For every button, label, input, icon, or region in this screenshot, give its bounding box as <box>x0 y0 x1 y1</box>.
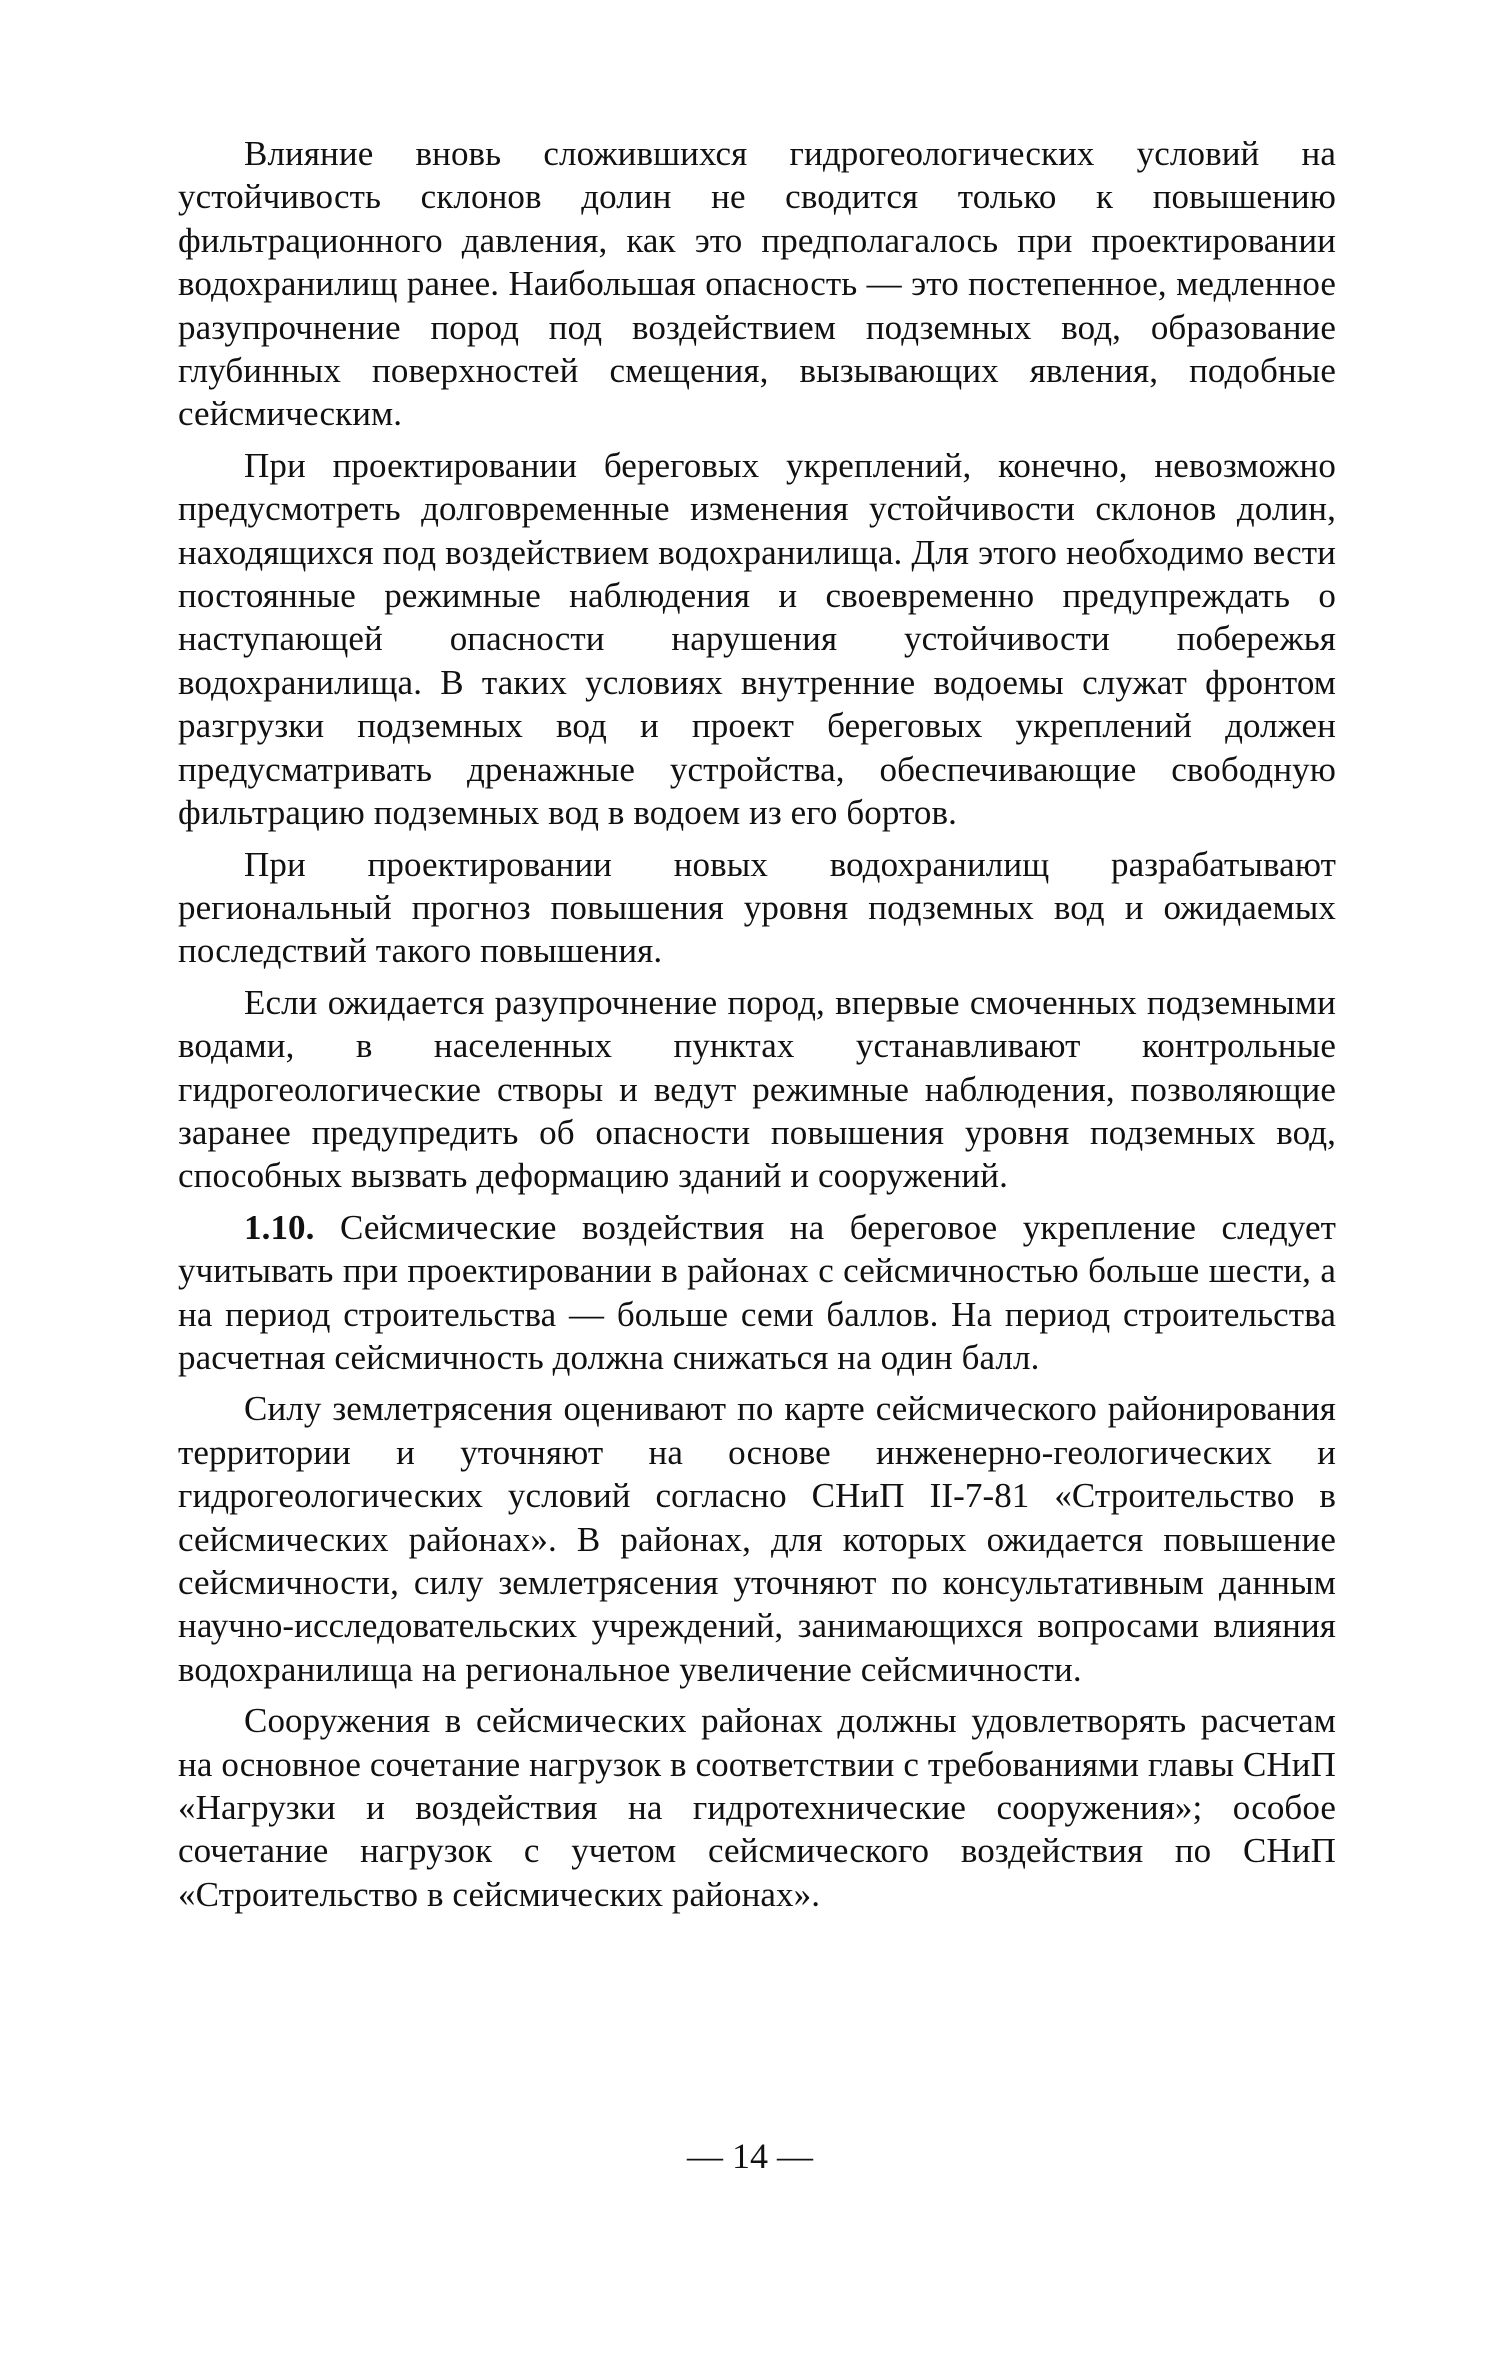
paragraph-monitoring: Если ожидается разупрочнение пород, впервые смоченных подземными водами, в населенных пунктах устанавливают контрольные гидрогеологические створы и ведут режимные наблюдения, позволяющие заранее предупредить об опасности повышения уровня подземных вод, способных вызвать деформацию зданий и сооружений. <box>178 982 1336 1196</box>
section-number: 1.10. <box>244 1207 315 1247</box>
section-1-10 <box>178 1206 1336 1380</box>
paragraph-seismic-structures: Сооружения в сейсмических районах должны удовлетворять расчетам на основное сочетание нагрузок в соответствии с требованиями главы СНиП «Нагрузки и воздействия на гидротехнические сооружения»; особое сочетание нагрузок с учетом сейсмического воздействия по СНиП «Строительство в сейсмических районах». <box>178 1701 1336 1914</box>
paragraph-regional-forecast: При проектировании новых водохранилищ разрабатывают региональный прогноз повышения уровня подземных вод и ожидаемых последствий такого повышения. <box>178 844 1336 971</box>
paragraph-bank-protection: При проектировании береговых укреплений, конечно, невозможно предусмотреть долговременные изменения устойчивости склонов долин, находящихся под воздействием водохранилища. Для этого необходимо вести постоянные режимные наблюдения и своевременно предупреждать о наступающей опасности нарушения устойчивости побережья водохранилища. В таких условиях внутренние водоемы служат фронтом разгрузки подземных вод и проект береговых укреплений должен предусматривать дренажные устройства, обеспечивающие свободную фильтрацию подземных вод в водоем из его бортов. <box>178 445 1336 833</box>
paragraph-groundwater-influence: Влияние вновь сложившихся гидрогеологических условий на устойчивость склонов долин не сводится только к повышению фильтрационного давления, как это предполагалось при проектировании водохранилищ ранее. Наибольшая опасность — это постепенное, медленное разупрочнение пород под воздействием подземных вод, образование глубинных поверхностей смещения, вызывающих явления, подобные сейсмическим. <box>178 134 1336 434</box>
page-number: — 14 — <box>687 2136 813 2176</box>
document-body <box>178 132 1336 1924</box>
paragraph-earthquake-strength: Силу землетрясения оценивают по карте сейсмического районирования территории и уточняют на основе инженерно-геологических и гидрогеологических условий согласно СНиП II-7-81 «Строительство в сейсмических районах». В районах, для которых ожидается повышение сейсмичности, силу землетрясения уточняют по консультативным данным научно-исследовательских учреждений, занимающихся вопросами влияния водохранилища на региональное увеличение сейсмичности. <box>178 1389 1336 1689</box>
section-text: Сейсмические воздействия на береговое укрепление следует учитывать при проектировании в районах с сейсмичностью больше шести, а на период строительства — больше семи баллов. На период строительства расчетная сейсмичность должна снижаться на один балл. <box>178 1207 1336 1377</box>
